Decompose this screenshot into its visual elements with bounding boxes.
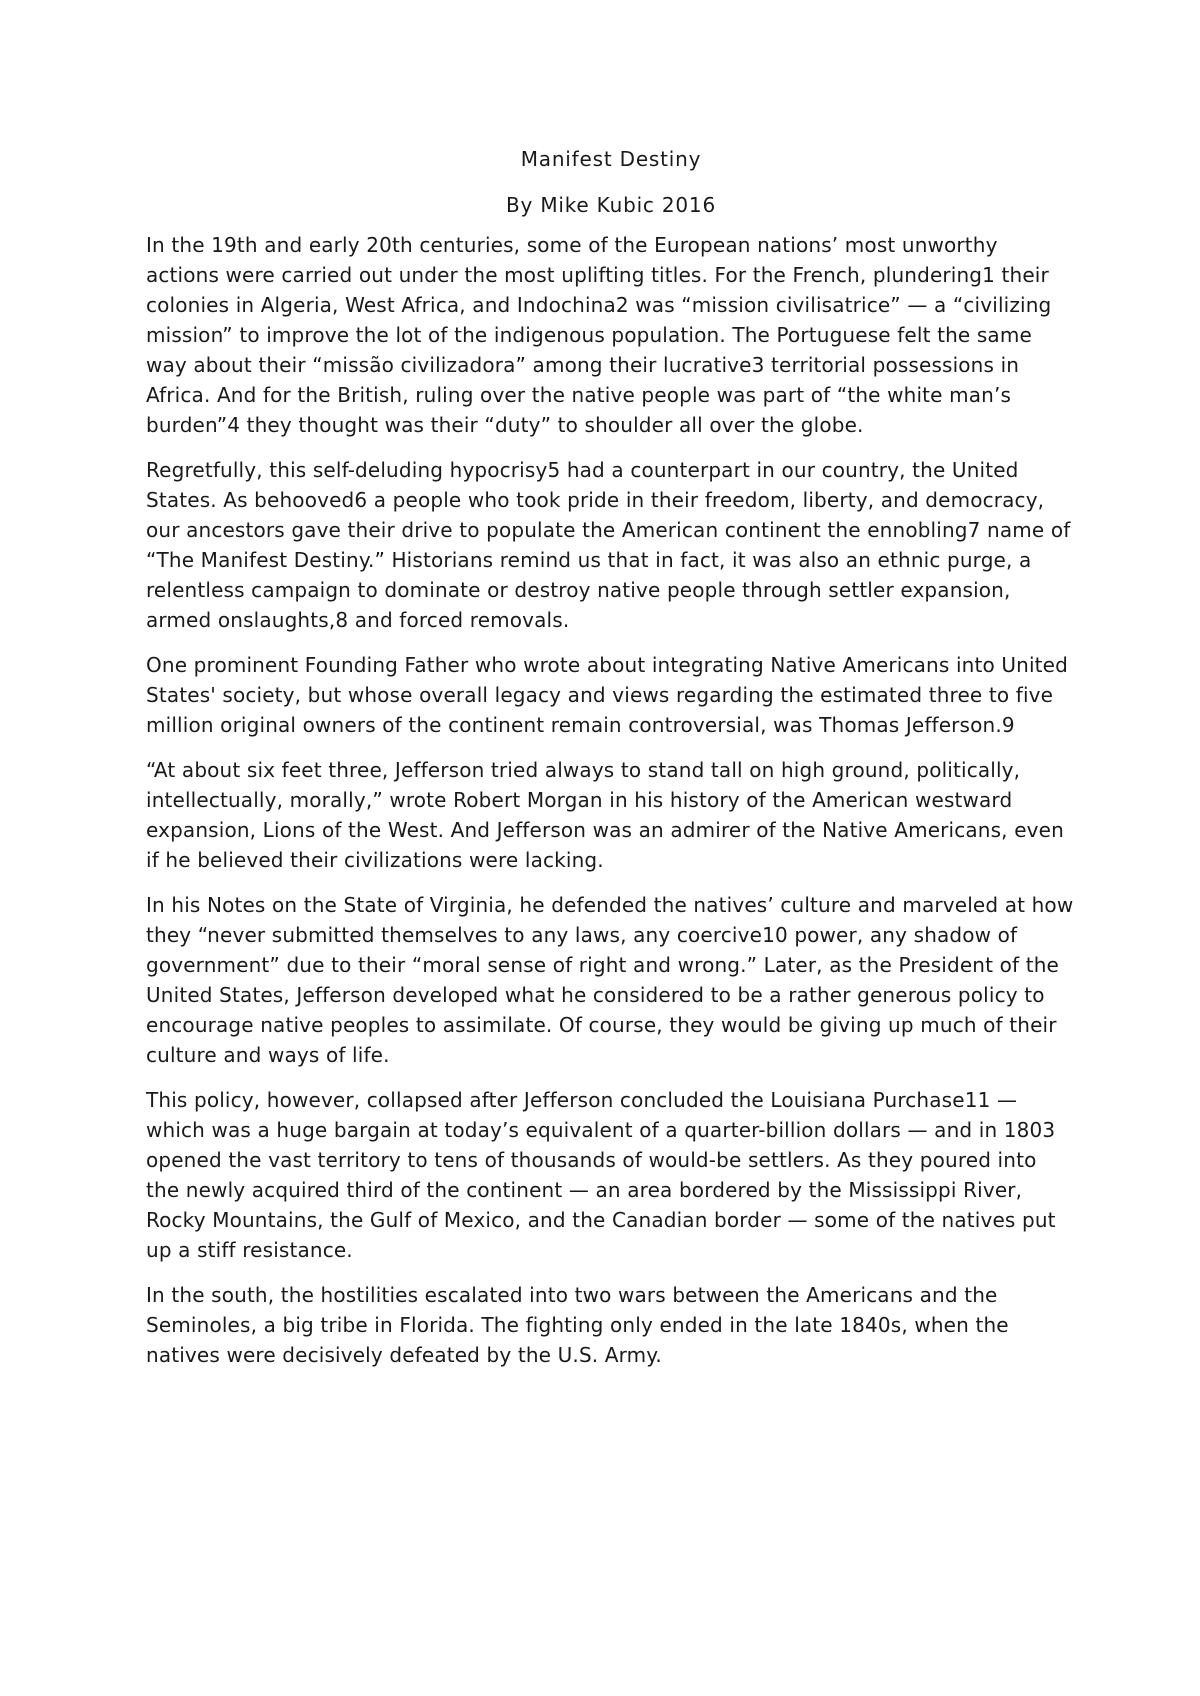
document-byline: By Mike Kubic 2016 [506, 193, 716, 217]
document-page [146, 140, 1076, 1385]
paragraph: This policy, however, collapsed after Jefferson concluded the Louisiana Purchase11 — which was a huge bargain at today’s equivalent of a quarter-billion dollars — and in 1803 opened the vast territory to tens of thousands of would-be settlers. As they poured into the newly acquired third of the continent — an area bordered by the Mississippi River, Rocky Mountains, the Gulf of Mexico, and the Canadian border — some of the natives put up a stiff resistance. [146, 1088, 1056, 1262]
document-title: Manifest Destiny [520, 147, 702, 171]
paragraph: One prominent Founding Father who wrote about integrating Native Americans into United States' society, but whose overall legacy and views regarding the estimated three to five million original owners of the continent remain controversial, was Thomas Jefferson.9 [146, 653, 1068, 737]
paragraph: Regretfully, this self-deluding hypocrisy5 had a counterpart in our country, the United States. As behooved6 a people who took pride in their freedom, liberty, and democracy, our ancestors gave their drive to populate the American continent the ennobling7 name of “The Manifest Destiny.” Historians remind us that in fact, it was also an ethnic purge, a relentless campaign to dominate or destroy native people through settler expansion, armed onslaughts,8 and forced removals. [146, 458, 1071, 632]
paragraph: In the 19th and early 20th centuries, some of the European nations’ most unworthy actions were carried out under the most uplifting titles. For the French, plundering1 their colonies in Algeria, West Africa, and Indochina2 was “mission civilisatrice” — a “civilizing mission” to improve the lot of the indigenous population. The Portuguese felt the same way about their “missão civilizadora” among their lucrative3 territorial possessions in Africa. And for the British, ruling over the native people was part of “the white man’s burden”4 they thought was their “duty” to shoulder all over the globe. [146, 233, 1052, 437]
paragraph: “At about six feet three, Jefferson tried always to stand tall on high ground, politically, intellectually, morally,” wrote Robert Morgan in his history of the American westward expansion, Lions of the West. And Jefferson was an admirer of the Native Americans, even if he believed their civilizations were lacking. [146, 758, 1064, 872]
paragraph: In his Notes on the State of Virginia, he defended the natives’ culture and marveled at how they “never submitted themselves to any laws, any coercive10 power, any shadow of government” due to their “moral sense of right and wrong.” Later, as the President of the United States, Jefferson developed what he considered to be a rather generous policy to encourage native peoples to assimilate. Of course, they would be giving up much of their culture and ways of life. [146, 893, 1074, 1067]
paragraph: In the south, the hostilities escalated into two wars between the Americans and the Seminoles, a big tribe in Florida. The fighting only ended in the late 1840s, when the natives were decisively defeated by the U.S. Army. [146, 1283, 1009, 1367]
